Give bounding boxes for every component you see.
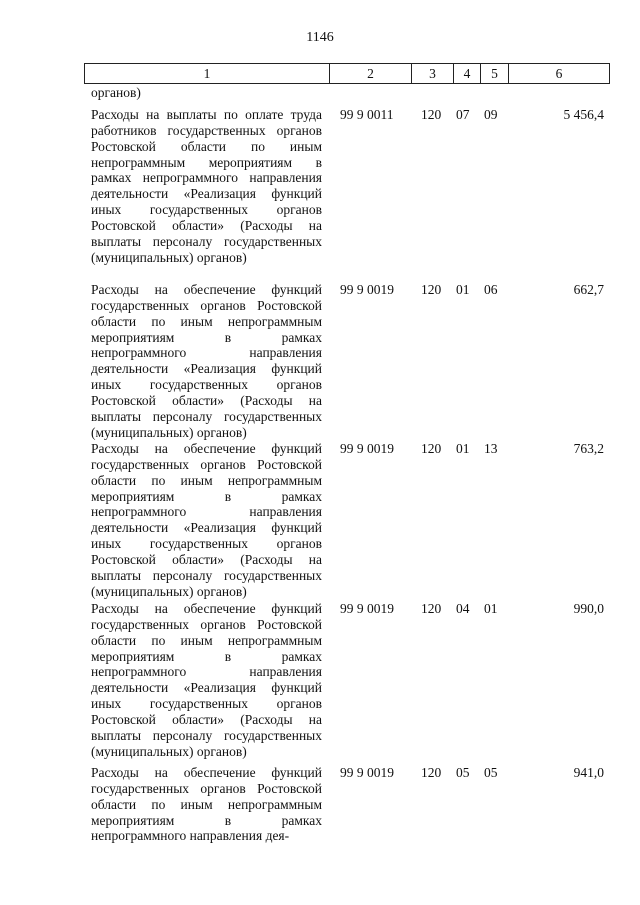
- row-subsection: 05: [484, 765, 498, 780]
- row-section: 05: [456, 765, 470, 780]
- header-col-5: 5: [481, 64, 509, 83]
- row-subsection: 01: [484, 601, 498, 616]
- row-amount: 941,0: [573, 765, 604, 780]
- row-target-code: 99 9 0019: [340, 601, 394, 616]
- header-col-1: 1: [85, 64, 330, 83]
- header-col-6: 6: [555, 66, 563, 81]
- header-col-2: 2: [330, 64, 412, 83]
- row-target-code: 99 9 0011: [340, 107, 394, 122]
- header-col-4: 4: [454, 64, 481, 83]
- row-amount: 990,0: [573, 601, 604, 616]
- row-expense-type: 120: [421, 765, 442, 780]
- row-expense-type: 120: [421, 601, 442, 616]
- page-number: 1146: [306, 30, 334, 45]
- continued-text: органов): [91, 85, 141, 100]
- row-target-code: 99 9 0019: [340, 765, 394, 780]
- row-subsection: 06: [484, 282, 498, 297]
- header-col-3: 3: [412, 64, 454, 83]
- row-description: Расходы на обеспечение функций государственных органов Ростовской области по иным непрограммным мероприятиям в рамках непрограммного направления деятельности «Реализация функций иных государственных органов Ростовской области» (Расходы на выплаты персоналу государственных (муниципальных) органов): [91, 441, 322, 599]
- row-expense-type: 120: [421, 282, 442, 297]
- row-section: 07: [456, 107, 470, 122]
- row-description: Расходы на обеспечение функций государственных органов Ростовской области по иным непрограммным мероприятиям в рамках непрограммного направления дея-: [91, 765, 322, 844]
- row-amount: 662,7: [573, 282, 604, 297]
- row-section: 04: [456, 601, 470, 616]
- row-section: 01: [456, 441, 470, 456]
- row-subsection: 09: [484, 107, 498, 122]
- row-expense-type: 120: [421, 107, 442, 122]
- row-description: Расходы на обеспечение функций государственных органов Ростовской области по иным непрограммным мероприятиям в рамках непрограммного направления деятельности «Реализация функций иных государственных органов Ростовской области» (Расходы на выплаты персоналу государственных (муниципальных) органов): [91, 282, 322, 440]
- row-target-code: 99 9 0019: [340, 441, 394, 456]
- row-section: 01: [456, 282, 470, 297]
- row-subsection: 13: [484, 441, 498, 456]
- row-expense-type: 120: [421, 441, 442, 456]
- row-target-code: 99 9 0019: [340, 282, 394, 297]
- row-amount: 5 456,4: [563, 107, 604, 122]
- row-description: Расходы на обеспечение функций государственных органов Ростовской области по иным непрограммным мероприятиям в рамках непрограммного направления деятельности «Реализация функций иных государственных органов Ростовской области» (Расходы на выплаты персоналу государственных (муниципальных) органов): [91, 601, 322, 759]
- table-header: [84, 63, 610, 84]
- row-amount: 763,2: [573, 441, 604, 456]
- row-description: Расходы на выплаты по оплате труда работников государственных органов Ростовской области по иным непрограммным мероприятиям в рамках непрограммного направления деятельности «Реализация функций иных государственных органов Ростовской области» (Расходы на выплаты персоналу государственных (муниципальных) органов): [91, 107, 322, 265]
